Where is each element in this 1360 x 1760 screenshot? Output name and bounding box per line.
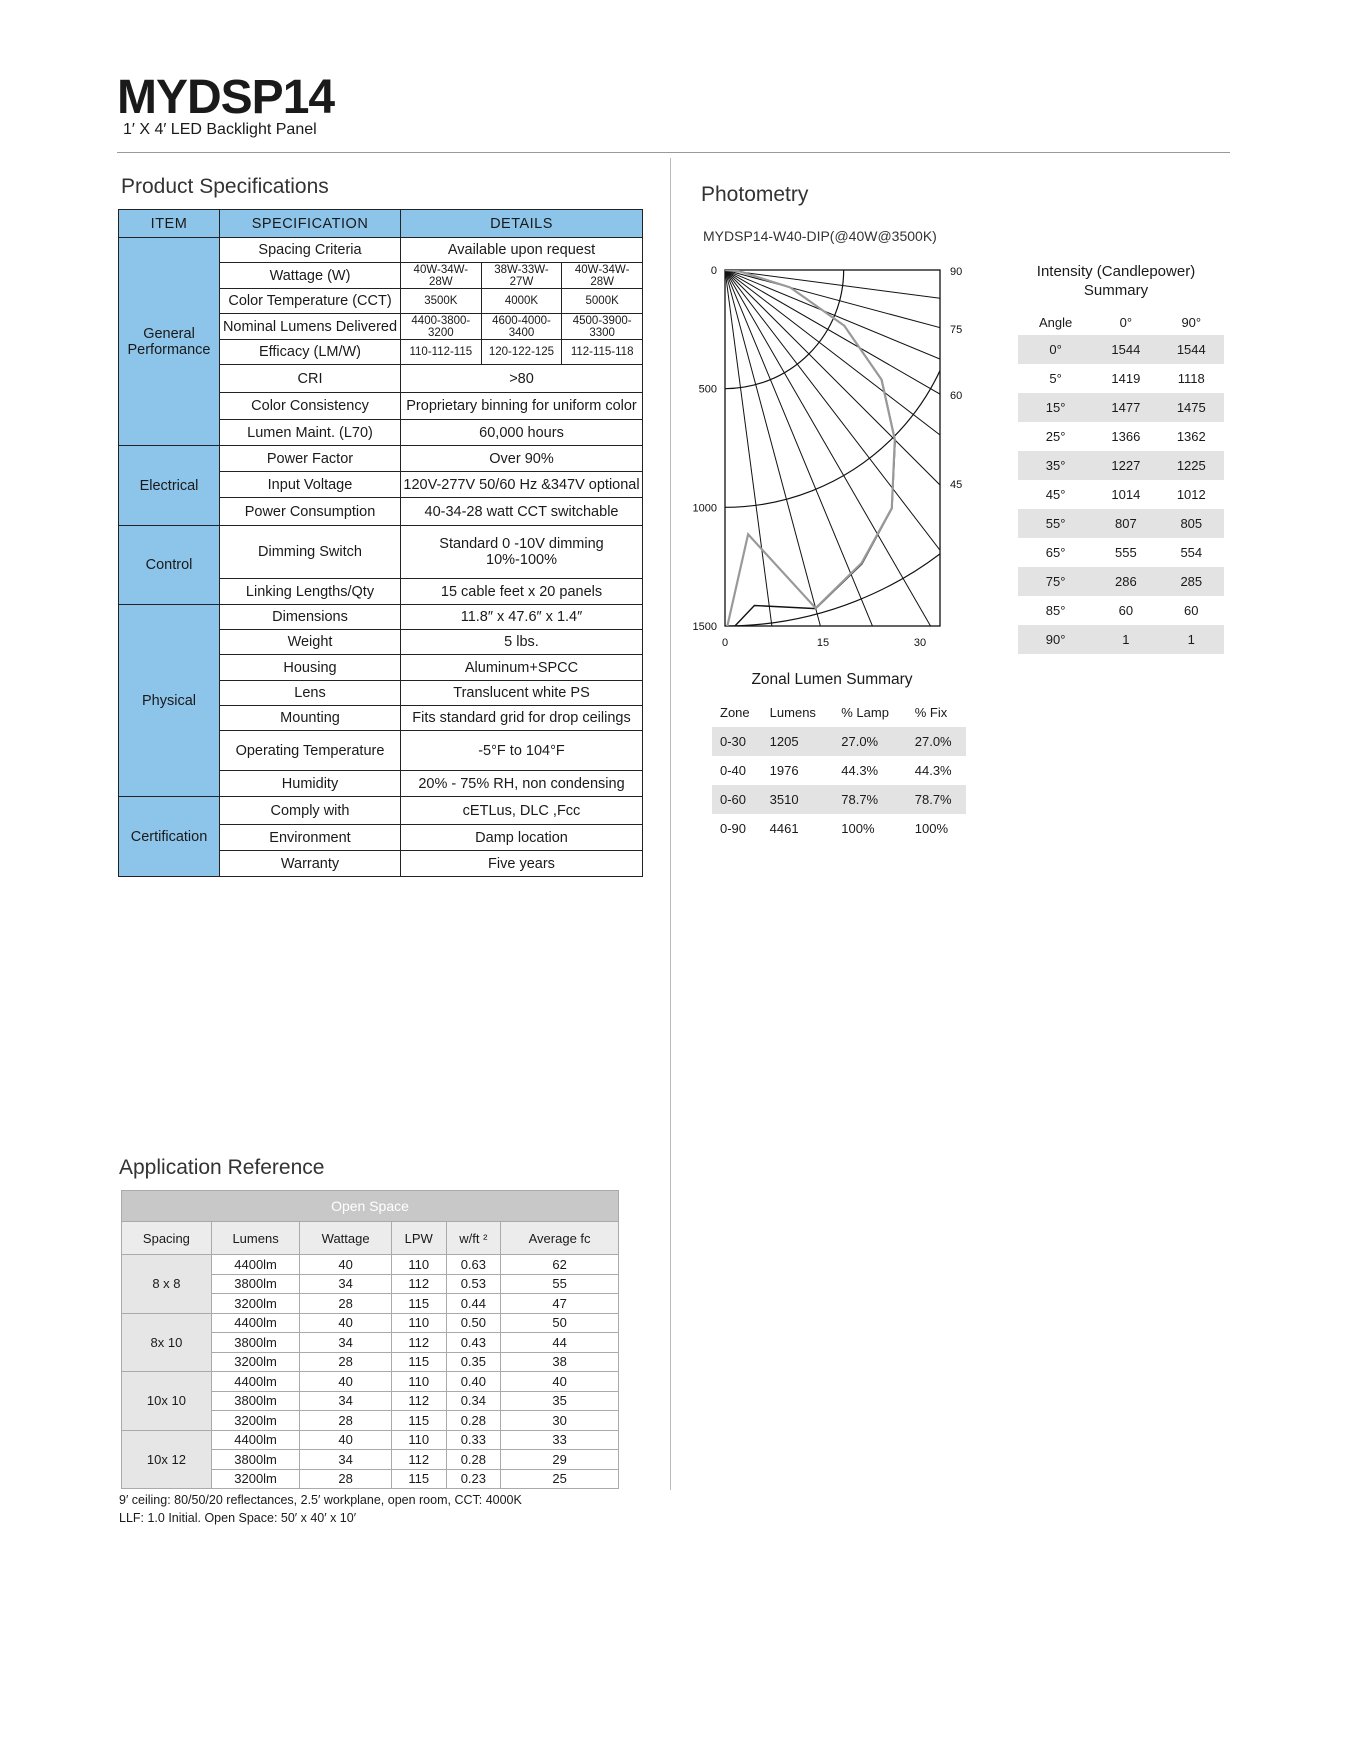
product-title: MYDSP14	[117, 71, 335, 124]
app-cell: 28	[300, 1469, 392, 1489]
intensity-cell: 35°	[1018, 451, 1093, 480]
zonal-row	[712, 727, 966, 756]
application-title: Application Reference	[119, 1156, 325, 1179]
intensity-cell: 1544	[1093, 335, 1158, 364]
spec-group-label: Electrical	[119, 446, 220, 526]
plot-frame	[725, 270, 940, 626]
spec-detail: Standard 0 -10V dimming 10%-100%	[401, 526, 643, 579]
legend-label-90	[885, 667, 902, 668]
intensity-table	[1018, 309, 1224, 654]
spec-name: Warranty	[220, 851, 401, 877]
app-cell: 3800lm	[211, 1274, 299, 1294]
zonal-row	[712, 785, 966, 814]
spec-detail: Translucent white PS	[401, 681, 643, 706]
spec-name: Input Voltage	[220, 472, 401, 498]
app-row	[122, 1255, 619, 1275]
spec-name: Weight	[220, 630, 401, 655]
radial-tick-label: 0	[710, 265, 717, 277]
angle-line	[725, 270, 980, 668]
app-cell: 40	[300, 1430, 392, 1450]
angle-tick-label: 90	[950, 266, 963, 278]
radial-tick-label: 1500	[692, 621, 717, 633]
app-spacing: 10x 10	[122, 1372, 212, 1431]
spec-group-label: Physical	[119, 605, 220, 797]
app-cell: 62	[501, 1255, 619, 1275]
app-cell: 30	[501, 1411, 619, 1431]
application-table	[121, 1190, 619, 1489]
intensity-cell: 554	[1180, 545, 1203, 560]
spec-name: Comply with	[220, 797, 401, 825]
intensity-cell: 1475	[1159, 393, 1224, 422]
app-cell: 112	[391, 1333, 446, 1353]
app-cell: 33	[501, 1430, 619, 1450]
spec-name: Lens	[220, 681, 401, 706]
radial-tick-label: 1000	[692, 502, 717, 515]
spec-detail: 5000K	[562, 289, 643, 314]
app-row	[122, 1430, 619, 1450]
zonal-cell: 0-30	[712, 727, 762, 756]
app-caption: Open Space	[122, 1191, 619, 1222]
spec-detail: 4500-3900-3300	[562, 314, 643, 340]
spec-detail: 40-34-28 watt CCT switchable	[401, 498, 643, 526]
product-subtitle: 1′ X 4′ LED Backlight Panel	[123, 121, 317, 138]
app-col-header: Average fc	[501, 1222, 619, 1255]
intensity-cell: 286	[1093, 567, 1158, 596]
zonal-cell: 1205	[762, 727, 834, 756]
app-cell: 3800lm	[211, 1391, 299, 1411]
intensity-cell: 1544	[1159, 335, 1224, 364]
app-cell: 28	[300, 1411, 392, 1431]
intensity-col-header: 90°	[1181, 314, 1202, 330]
spec-col-header: DETAILS	[401, 210, 643, 238]
legend-label-0	[787, 667, 798, 668]
app-cell: 0.35	[446, 1352, 501, 1372]
zonal-col-header: Zone	[720, 705, 750, 720]
app-cell: 110	[391, 1372, 446, 1392]
app-cell: 0.23	[446, 1469, 501, 1489]
app-cell: 0.28	[446, 1411, 501, 1431]
app-cell: 44	[501, 1333, 619, 1353]
spec-name: Mounting	[220, 706, 401, 731]
app-cell: 4400lm	[211, 1430, 299, 1450]
intensity-cell: 1	[1159, 625, 1224, 654]
zonal-col-header: % Lamp	[841, 705, 889, 720]
intensity-cell: 1477	[1093, 393, 1158, 422]
spec-name: Efficacy (LM/W)	[220, 340, 401, 365]
spec-name: Linking Lengths/Qty	[220, 579, 401, 605]
intensity-col-header: 0°	[1119, 314, 1133, 330]
app-spacing: 8x 10	[122, 1313, 212, 1372]
app-cell: 110	[391, 1313, 446, 1333]
app-cell: 0.43	[446, 1333, 501, 1353]
app-cell: 40	[300, 1255, 392, 1275]
app-cell: 40	[501, 1372, 619, 1392]
app-cell: 40	[300, 1313, 392, 1333]
app-cell: 4400lm	[211, 1313, 299, 1333]
app-cell: 34	[300, 1333, 392, 1353]
photometry-title: Photometry	[701, 183, 809, 206]
spec-group-label: Certification	[119, 797, 220, 877]
intensity-cell: 1	[1093, 625, 1158, 654]
intensity-cell: 1227	[1093, 451, 1158, 480]
app-cell: 0.53	[446, 1274, 501, 1294]
intensity-cell: 555	[1115, 545, 1137, 560]
spec-detail: 40W-34W-28W	[562, 263, 643, 289]
zonal-header-row	[712, 698, 966, 727]
app-cell: 34	[300, 1391, 392, 1411]
intensity-cell: 0°	[1018, 335, 1093, 364]
app-cell: 3200lm	[211, 1411, 299, 1431]
intensity-row	[1018, 451, 1224, 480]
app-cell: 115	[391, 1294, 446, 1314]
app-cell: 0.63	[446, 1255, 501, 1275]
zonal-cell: 44.3%	[841, 763, 879, 778]
app-spacing: 8 x 8	[122, 1255, 212, 1314]
zonal-cell: 1976	[769, 763, 799, 778]
intensity-cell: 805	[1159, 509, 1224, 538]
intensity-row	[1018, 335, 1224, 364]
spec-detail: 4400-3800-3200	[401, 314, 482, 340]
spec-name: Dimming Switch	[220, 526, 401, 579]
intensity-cell: 60	[1184, 603, 1199, 618]
app-cell: 0.33	[446, 1430, 501, 1450]
angle-tick-label: 75	[950, 324, 963, 336]
intensity-row	[1018, 625, 1224, 654]
spec-detail: 3500K	[401, 289, 482, 314]
angle-line	[725, 270, 980, 668]
spec-col-header: ITEM	[119, 210, 220, 238]
intensity-row	[1018, 509, 1224, 538]
app-cell: 50	[501, 1313, 619, 1333]
app-cell: 3200lm	[211, 1469, 299, 1489]
spec-detail: 120V-277V 50/60 Hz &347V optional	[401, 472, 643, 498]
spec-detail: 15 cable feet x 20 panels	[401, 579, 643, 605]
spec-group-label: Control	[119, 526, 220, 605]
spec-detail: 112-115-118	[562, 340, 643, 365]
spec-row	[119, 605, 643, 630]
intensity-row	[1018, 480, 1224, 509]
radial-tick-label: 500	[698, 383, 717, 396]
zonal-row	[712, 814, 966, 843]
zonal-cell: 100%	[914, 821, 948, 836]
app-cell: 4400lm	[211, 1255, 299, 1275]
zonal-cell: 100%	[841, 821, 875, 836]
intensity-cell: 1362	[1176, 429, 1206, 444]
app-col-header: Spacing	[122, 1222, 212, 1255]
intensity-cell: 807	[1093, 509, 1158, 538]
spec-row	[119, 797, 643, 825]
spec-detail: Five years	[401, 851, 643, 877]
app-cell: 112	[391, 1450, 446, 1470]
app-row	[122, 1313, 619, 1333]
intensity-cell: 55°	[1018, 509, 1093, 538]
series-line-0°	[725, 270, 895, 636]
note-line: 9′ ceiling: 80/50/20 reflectances, 2.5′ workplane, open room, CCT: 4000K	[119, 1493, 522, 1507]
zonal-cell: 4461	[769, 821, 799, 836]
app-cell: 28	[300, 1352, 392, 1372]
zonal-col-header: Lumens	[769, 705, 816, 720]
app-cell: 0.40	[446, 1372, 501, 1392]
intensity-cell: 45°	[1045, 487, 1066, 502]
intensity-cell: 60	[1118, 603, 1134, 618]
spec-name: CRI	[220, 365, 401, 393]
app-caption-row	[122, 1191, 619, 1222]
angle-tick-label: 30	[913, 637, 927, 649]
angle-line	[725, 270, 980, 668]
angle-line	[725, 270, 980, 668]
angle-line	[725, 270, 980, 668]
spec-name: Lumen Maint. (L70)	[220, 420, 401, 446]
intensity-col-header: Angle	[1038, 314, 1073, 330]
app-cell: 0.50	[446, 1313, 501, 1333]
spec-name: Humidity	[220, 771, 401, 797]
spec-name: Power Consumption	[220, 498, 401, 526]
app-cell: 110	[391, 1255, 446, 1275]
spec-detail: cETLus, DLC ,Fcc	[401, 797, 643, 825]
zonal-cell: 3510	[762, 785, 834, 814]
spec-detail: 38W-33W-27W	[481, 263, 562, 289]
zonal-cell: 0-60	[712, 785, 762, 814]
zonal-cell: 78.7%	[907, 785, 966, 814]
app-col-header: LPW	[391, 1222, 446, 1255]
spec-row	[119, 446, 643, 472]
spec-detail: Proprietary binning for uniform color	[401, 393, 643, 420]
zonal-cell: 0-40	[720, 763, 747, 778]
header-divider	[117, 152, 1230, 153]
zonal-row	[712, 756, 966, 785]
app-col-header: Lumens	[211, 1222, 299, 1255]
app-col-header: w/ft ²	[446, 1222, 501, 1255]
zonal-cell: 44.3%	[914, 763, 952, 778]
intensity-cell: 15°	[1018, 393, 1093, 422]
intensity-row	[1018, 422, 1224, 451]
zonal-cell: 27.0%	[907, 727, 966, 756]
app-cell: 34	[300, 1450, 392, 1470]
angle-tick-label: 45	[950, 479, 963, 491]
app-cell: 0.28	[446, 1450, 501, 1470]
intensity-cell: 1014	[1111, 487, 1141, 502]
app-cell: 0.34	[446, 1391, 501, 1411]
intensity-cell: 1118	[1177, 371, 1205, 386]
app-cell: 115	[391, 1469, 446, 1489]
photometry-subtitle: MYDSP14-W40-DIP(@40W@3500K)	[703, 228, 937, 244]
spec-detail: 5 lbs.	[401, 630, 643, 655]
spec-detail: Over 90%	[401, 446, 643, 472]
angle-line	[725, 270, 980, 531]
spec-name: Color Consistency	[220, 393, 401, 420]
angle-line	[725, 270, 980, 668]
app-cell: 3200lm	[211, 1294, 299, 1314]
app-cell: 55	[501, 1274, 619, 1294]
spec-table	[118, 209, 643, 877]
spec-detail: 4000K	[481, 289, 562, 314]
intensity-header-row	[1018, 309, 1224, 335]
polar-chart	[680, 258, 980, 668]
intensity-row	[1018, 596, 1224, 625]
app-cell: 4400lm	[211, 1372, 299, 1392]
zonal-cell: 27.0%	[833, 727, 907, 756]
intensity-cell: 285	[1159, 567, 1224, 596]
angle-line	[725, 270, 980, 668]
zonal-cell: 0-90	[720, 821, 747, 836]
spec-col-header: SPECIFICATION	[220, 210, 401, 238]
intensity-cell: 65°	[1045, 545, 1066, 560]
angle-line	[725, 270, 980, 668]
spec-name: Wattage (W)	[220, 263, 401, 289]
spec-detail: 60,000 hours	[401, 420, 643, 446]
app-cell: 115	[391, 1352, 446, 1372]
spec-detail: Damp location	[401, 825, 643, 851]
intensity-cell: 5°	[1049, 371, 1062, 386]
app-cell: 29	[501, 1450, 619, 1470]
spec-detail: 4600-4000-3400	[481, 314, 562, 340]
app-cell: 3800lm	[211, 1450, 299, 1470]
intensity-row	[1018, 364, 1224, 393]
app-cell: 28	[300, 1294, 392, 1314]
intensity-row	[1018, 567, 1224, 596]
spec-detail: -5°F to 104°F	[401, 731, 643, 771]
intensity-row	[1018, 538, 1224, 567]
spec-name: Housing	[220, 655, 401, 681]
spec-name: Nominal Lumens Delivered	[220, 314, 401, 340]
app-cell: 25	[501, 1469, 619, 1489]
angle-tick-label: 15	[816, 637, 830, 649]
series-line-90°	[725, 270, 895, 636]
intensity-cell: 1366	[1111, 429, 1141, 444]
spec-row	[119, 238, 643, 263]
spec-detail: 11.8″ x 47.6″ x 1.4″	[401, 605, 643, 630]
spec-detail: >80	[401, 365, 643, 393]
spec-name: Dimensions	[220, 605, 401, 630]
intensity-cell: 75°	[1018, 567, 1093, 596]
zonal-cell: 78.7%	[833, 785, 907, 814]
spec-name: Power Factor	[220, 446, 401, 472]
zonal-col-header: % Fix	[914, 705, 948, 720]
spec-detail: 20% - 75% RH, non condensing	[401, 771, 643, 797]
app-cell: 47	[501, 1294, 619, 1314]
zonal-title: Zonal Lumen Summary	[751, 671, 913, 688]
intensity-row	[1018, 393, 1224, 422]
spec-detail: Available upon request	[401, 238, 643, 263]
spec-detail: 40W-34W-28W	[401, 263, 482, 289]
app-col-header: Wattage	[300, 1222, 392, 1255]
app-cell: 110	[391, 1430, 446, 1450]
app-cell: 40	[300, 1372, 392, 1392]
application-notes	[119, 1491, 522, 1527]
spec-detail: 120-122-125	[481, 340, 562, 365]
spec-group-label: General Performance	[119, 238, 220, 446]
app-cell: 3200lm	[211, 1352, 299, 1372]
angle-tick-label: 60	[950, 390, 963, 402]
app-cell: 34	[300, 1274, 392, 1294]
app-cell: 0.44	[446, 1294, 501, 1314]
intensity-cell: 25°	[1045, 429, 1066, 444]
app-header-row	[122, 1222, 619, 1255]
app-cell: 3800lm	[211, 1333, 299, 1353]
spec-name: Operating Temperature	[220, 731, 401, 771]
spec-name: Environment	[220, 825, 401, 851]
angle-tick-label: 0	[721, 637, 729, 649]
note-line: LLF: 1.0 Initial. Open Space: 50′ x 40′ x 10′	[119, 1511, 357, 1525]
intensity-cell: 1419	[1111, 371, 1141, 386]
intensity-cell: 90°	[1018, 625, 1093, 654]
app-cell: 112	[391, 1274, 446, 1294]
spec-detail: Fits standard grid for drop ceilings	[401, 706, 643, 731]
spec-detail: Aluminum+SPCC	[401, 655, 643, 681]
intensity-cell: 85°	[1045, 603, 1066, 618]
app-cell: 35	[501, 1391, 619, 1411]
zonal-table	[712, 698, 966, 843]
intensity-cell: 1225	[1159, 451, 1224, 480]
app-spacing: 10x 12	[122, 1430, 212, 1489]
spec-row	[119, 526, 643, 579]
angle-line	[725, 270, 980, 668]
spec-title: Product Specifications	[121, 175, 329, 198]
app-cell: 115	[391, 1411, 446, 1431]
spec-detail: 110-112-115	[401, 340, 482, 365]
column-divider	[670, 158, 671, 1490]
intensity-cell: 1012	[1176, 487, 1206, 502]
app-row	[122, 1372, 619, 1392]
intensity-title: Intensity (Candlepower) Summary	[1036, 263, 1196, 299]
spec-name: Spacing Criteria	[220, 238, 401, 263]
angle-line	[725, 270, 980, 668]
app-cell: 112	[391, 1391, 446, 1411]
spec-name: Color Temperature (CCT)	[220, 289, 401, 314]
app-cell: 38	[501, 1352, 619, 1372]
